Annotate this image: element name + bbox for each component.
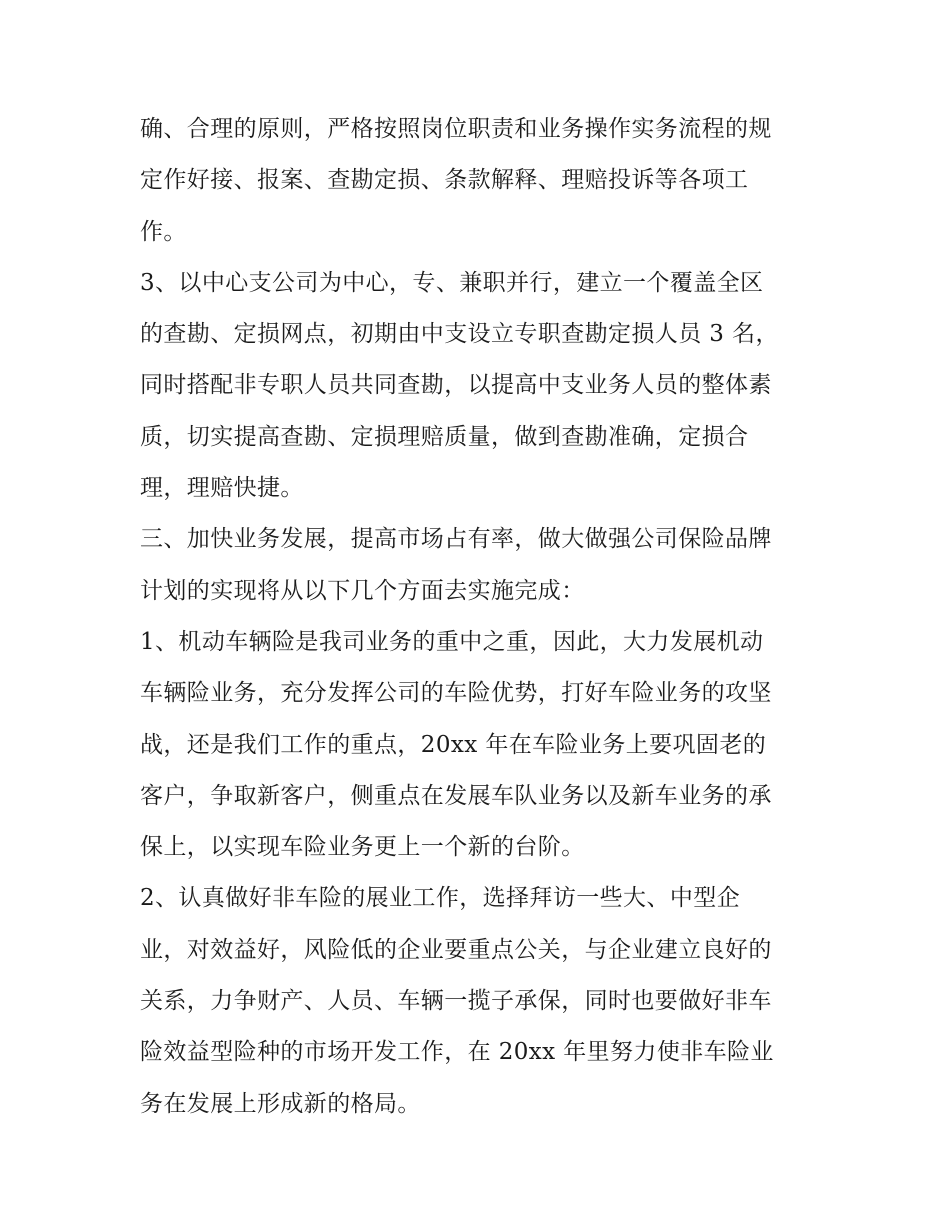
text-line: 三、加快业务发展，提高市场占有率，做大做强公司保险品牌 bbox=[140, 526, 772, 553]
text-line: 确、合理的原则，严格按照岗位职责和业务操作实务流程的规 bbox=[140, 116, 772, 142]
text-line: 作。 bbox=[140, 218, 187, 245]
body-text bbox=[140, 104, 820, 1130]
text-line: 质，切实提高查勘、定损理赔质量，做到查勘准确，定损合 bbox=[140, 423, 749, 450]
text-line: 3、以中心支公司为中心，专、兼职并行，建立一个覆盖全区 bbox=[140, 269, 764, 296]
text-line: 计划的实现将从以下几个方面去实施完成： bbox=[140, 577, 585, 604]
text-line: 关系，力争财产、人员、车辆一揽子承保，同时也要做好非车 bbox=[140, 988, 772, 1015]
text-line: 理，理赔快捷。 bbox=[140, 475, 304, 502]
text-line: 业，对效益好，风险低的企业要重点公关，与企业建立良好的 bbox=[140, 936, 772, 963]
text-line: 的查勘、定损网点，初期由中支设立专职查勘定损人员 3 名， bbox=[140, 321, 779, 348]
text-line: 险效益型险种的市场开发工作，在 20xx 年里努力使非车险业 bbox=[140, 1039, 774, 1066]
text-line: 务在发展上形成新的格局。 bbox=[140, 1090, 421, 1117]
text-line: 保上，以实现车险业务更上一个新的台阶。 bbox=[140, 834, 585, 861]
text-line: 1、机动车辆险是我司业务的重中之重，因此，大力发展机动 bbox=[140, 628, 764, 655]
text-line: 车辆险业务，充分发挥公司的车险优势，打好车险业务的攻坚 bbox=[140, 680, 772, 707]
text-line: 定作好接、报案、查勘定损、条款解释、理赔投诉等各项工 bbox=[140, 167, 749, 194]
text-line: 2、认真做好非车险的展业工作，选择拜访一些大、中型企 bbox=[140, 885, 741, 912]
text-line: 客户，争取新客户，侧重点在发展车队业务以及新车业务的承 bbox=[140, 782, 772, 809]
text-line: 同时搭配非专职人员共同查勘，以提高中支业务人员的整体素 bbox=[140, 372, 772, 399]
text-line: 战，还是我们工作的重点，20xx 年在车险业务上要巩固老的 bbox=[140, 731, 767, 758]
